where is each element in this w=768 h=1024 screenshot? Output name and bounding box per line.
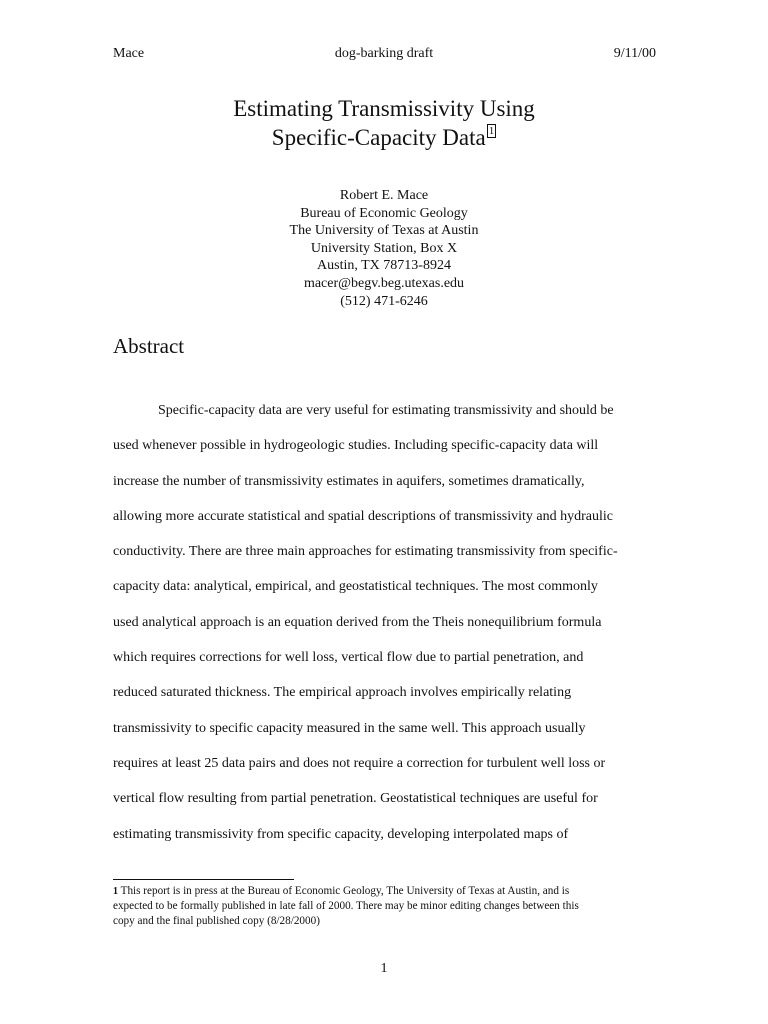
abstract-line: transmissivity to specific capacity measured in the same well. This approach usually: [113, 720, 586, 736]
paper-title-line-2: [0, 123, 768, 153]
footnote-line-1: [113, 884, 658, 899]
paper-title-line-1: [0, 94, 768, 124]
abstract-line: reduced saturated thickness. The empirical approach involves empirically relating: [113, 685, 572, 701]
footnote: [113, 884, 658, 929]
running-header-author: Mace: [113, 46, 145, 61]
running-header-draft: dog-barking draft: [334, 46, 434, 61]
footnote-number: 1: [113, 886, 118, 897]
title-line-2-text: Specific-Capacity Data: [271, 125, 486, 150]
abstract-line: capacity data: analytical, empirical, and geostatistical techniques. The most commonly: [113, 579, 598, 595]
abstract-line: Specific-capacity data are very useful for estimating transmissivity and should be: [158, 403, 614, 418]
abstract-line: vertical flow resulting from partial penetration. Geostatistical techniques are useful for: [113, 791, 598, 807]
author-phone: (512) 471-6246: [340, 293, 428, 309]
abstract-line: used whenever possible in hydrogeologic studies. Including specific-capacity data will: [113, 438, 599, 454]
page-number: 1: [380, 961, 388, 976]
footnote-text: This report is in press at the Bureau of Economic Geology, The University of Texas at Austin, and is: [120, 885, 570, 897]
abstract-heading: Abstract: [113, 334, 185, 358]
abstract-line: estimating transmissivity from specific capacity, developing interpolated maps of: [113, 826, 569, 842]
author-city: Austin, TX 78713-8924: [317, 258, 451, 274]
author-email: macer@begv.beg.utexas.edu: [303, 275, 465, 291]
abstract-line: requires at least 25 data pairs and does not require a correction for turbulent well loss or: [113, 755, 606, 771]
footnote-divider: [113, 879, 294, 880]
author-bureau: Bureau of Economic Geology: [300, 205, 468, 221]
abstract-line: which requires corrections for well loss, vertical flow due to partial penetration, and: [113, 650, 584, 666]
title-line-1-text: Estimating Transmissivity Using: [233, 96, 535, 121]
abstract-line: used analytical approach is an equation derived from the Theis nonequilibrium formula: [113, 614, 602, 630]
footnote-line-2: expected to be formally published in late fall of 2000. There may be minor editing changes between this: [113, 900, 579, 912]
abstract-line: allowing more accurate statistical and spatial descriptions of transmissivity and hydraulic: [113, 508, 613, 524]
abstract-line: conductivity. There are three main approaches for estimating transmissivity from specific-: [113, 544, 618, 560]
author-affiliation-block: [0, 187, 768, 310]
abstract-line: increase the number of transmissivity estimates in aquifers, sometimes dramatically,: [113, 473, 585, 489]
running-header-date: 9/11/00: [613, 46, 656, 61]
author-name: Robert E. Mace: [339, 188, 429, 203]
author-university: The University of Texas at Austin: [289, 223, 479, 239]
abstract-body: [113, 402, 658, 861]
author-station: University Station, Box X: [310, 240, 458, 256]
footnote-reference-marker[interactable]: 1: [488, 125, 495, 137]
footnote-line-3: copy and the final published copy (8/28/2000): [113, 915, 320, 927]
